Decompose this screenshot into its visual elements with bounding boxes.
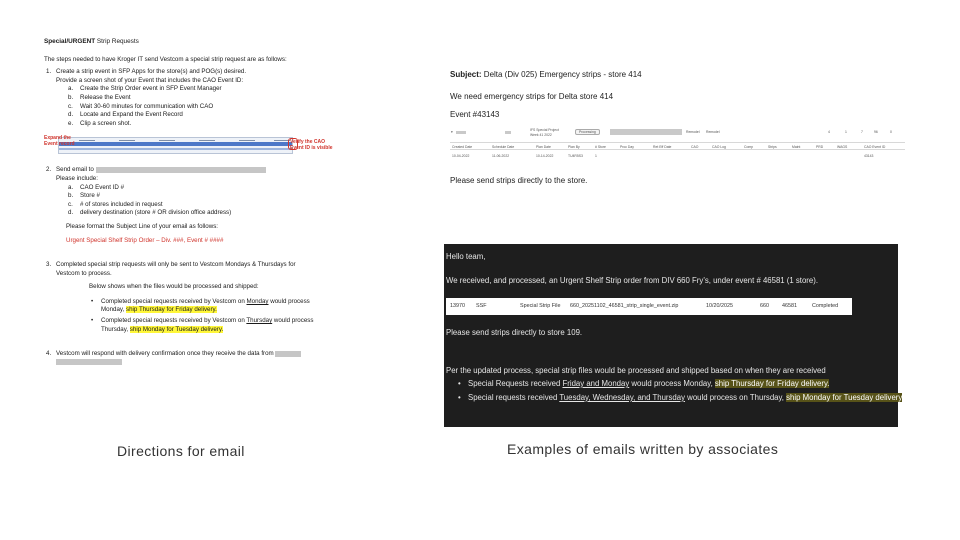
step-4-line1: Vestcom will respond with delivery confirmation once they receive the data from bbox=[56, 350, 344, 359]
bullet-days: Friday and Monday bbox=[562, 379, 630, 388]
step-2-sub-a bbox=[44, 184, 344, 193]
event-project: IFS Special Project bbox=[530, 128, 559, 132]
caption-examples: Examples of emails written by associates bbox=[507, 441, 779, 457]
column-header: Ret Eff Date bbox=[653, 145, 672, 149]
sub-letter: c. bbox=[68, 102, 73, 110]
step-2-format-line: Please format the Subject Line of your email as follows: bbox=[66, 222, 219, 230]
column-header: Plan By bbox=[568, 145, 580, 149]
callout-highlight-box bbox=[288, 138, 298, 150]
event-type: Remodel bbox=[686, 130, 700, 134]
bullet-highlight: ship Thursday for Friday delivery. bbox=[126, 306, 217, 314]
step-2-sub-c bbox=[44, 201, 344, 210]
table-cell: 10/20/2025 bbox=[706, 303, 733, 309]
bullet-text: Completed special requests received by Vestcom on bbox=[101, 297, 247, 305]
step-2-sub-d bbox=[44, 209, 344, 218]
event-count: 96 bbox=[874, 130, 878, 134]
event-count: 0 bbox=[890, 130, 892, 134]
bullet-text: Completed special requests received by Vestcom on bbox=[101, 317, 247, 325]
bullet-dot: • bbox=[91, 297, 94, 305]
email1-line2: Event #43143 bbox=[450, 110, 500, 119]
event-header-row bbox=[450, 142, 905, 150]
bullet-highlight: ship Thursday for Friday delivery. bbox=[714, 379, 830, 388]
column-header: WAGS bbox=[837, 145, 848, 149]
processing-status-button bbox=[575, 129, 600, 135]
bullet-day: Thursday bbox=[246, 317, 273, 325]
column-header: Plan Date bbox=[536, 145, 551, 149]
sub-text: Store # bbox=[80, 192, 100, 200]
email2-line3: Per the updated process, special strip files would be processed and shipped based on when they are received bbox=[446, 366, 826, 375]
event-manager-screenshot-image bbox=[58, 137, 293, 154]
sub-letter: d. bbox=[68, 209, 74, 217]
event-screenshot bbox=[44, 134, 344, 158]
step-2-sub-b bbox=[44, 192, 344, 201]
column-header: Schedule Date bbox=[492, 145, 515, 149]
subject-label: Subject: bbox=[450, 70, 482, 79]
callout-expand-event: Expand the Event record bbox=[44, 135, 75, 148]
sub-text: Locate and Expand the Event Record bbox=[80, 111, 183, 119]
bullet-text: would process bbox=[268, 297, 310, 305]
bullet-text: would process Monday, bbox=[629, 379, 715, 388]
column-header: PRD bbox=[816, 145, 824, 149]
event-data-row bbox=[450, 153, 905, 161]
column-header: Maint bbox=[792, 145, 801, 149]
step-2-line2: Please include: bbox=[56, 174, 98, 182]
column-header: CAO Event ID bbox=[864, 145, 886, 149]
column-header: Comp bbox=[744, 145, 754, 149]
table-cell: 10-14-2022 bbox=[536, 154, 554, 158]
column-header: CAO bbox=[691, 145, 699, 149]
email-example-delta bbox=[450, 70, 905, 185]
caption-directions: Directions for email bbox=[117, 443, 245, 459]
bullet-text: Thursday, bbox=[101, 325, 130, 333]
redacted-text bbox=[505, 131, 511, 134]
email1-line1: We need emergency strips for Delta store 414 bbox=[450, 92, 614, 101]
bullet-days: Tuesday, Wednesday, and Thursday bbox=[559, 393, 686, 402]
step-3-line2: Vestcom to process. bbox=[56, 269, 112, 277]
step-2-line1: Send email to bbox=[56, 166, 344, 175]
step-3-number: 3. bbox=[46, 261, 52, 269]
chevron-down-icon: ▾ bbox=[451, 130, 453, 134]
event-count: 7 bbox=[861, 130, 863, 134]
table-cell: SSF bbox=[476, 303, 487, 309]
step-1-line2: Provide a screen shot of your Event that includes the CAO Event ID: bbox=[56, 76, 244, 84]
sub-letter: a. bbox=[68, 85, 74, 93]
bullet-highlight: ship Monday for Tuesday delivery bbox=[786, 393, 903, 402]
sub-text: Clip a screen shot. bbox=[80, 119, 132, 127]
email2-bullet-2 bbox=[458, 393, 902, 402]
email2-bullet-1 bbox=[458, 379, 829, 388]
email2-line2: Please send strips directly to store 109. bbox=[446, 328, 583, 337]
step-3-line1: Completed special strip requests will only be sent to Vestcom Mondays & Thursdays for bbox=[56, 261, 296, 269]
sub-letter: b. bbox=[68, 93, 74, 101]
doc-title bbox=[44, 38, 344, 47]
sub-text: delivery destination (store # OR division office address) bbox=[80, 209, 232, 217]
event-count: 4 bbox=[828, 130, 830, 134]
redacted-text bbox=[275, 351, 301, 357]
step-4 bbox=[44, 350, 344, 367]
column-header: Created Date bbox=[452, 145, 473, 149]
table-cell: 46581 bbox=[782, 303, 797, 309]
step-4-number: 4. bbox=[46, 350, 52, 358]
table-cell: 11-06-2022 bbox=[492, 154, 510, 158]
redacted-text bbox=[56, 359, 122, 365]
sub-text: Wait 30-60 minutes for communication with CAO bbox=[80, 102, 214, 110]
table-cell: Completed bbox=[812, 303, 839, 309]
bullet-text: Special requests received bbox=[468, 393, 560, 402]
email1-subject bbox=[450, 70, 905, 79]
step-1-sub-c bbox=[44, 103, 344, 112]
sub-text: Release the Event bbox=[80, 93, 131, 101]
bullet-day: Monday bbox=[246, 297, 269, 305]
step-1-sub-b bbox=[44, 94, 344, 103]
callout-verify-cao-id: Verify the CAO Event ID is visible bbox=[290, 139, 333, 152]
step-3-bullet-monday bbox=[44, 298, 344, 315]
sub-letter: b. bbox=[68, 192, 74, 200]
email1-closing: Please send strips directly to the store. bbox=[450, 176, 588, 185]
sub-text: Create the Strip Order event in SFP Event Manager bbox=[80, 85, 222, 93]
sub-text: # of stores included in request bbox=[80, 200, 163, 208]
sub-letter: a. bbox=[68, 183, 74, 191]
sub-letter: c. bbox=[68, 200, 73, 208]
subject-line-example: Urgent Special Shelf Strip Order – Div. ###, Event # #### bbox=[66, 236, 224, 244]
step-1-line1: Create a strip event in SFP Apps for the store(s) and POG(s) desired. bbox=[56, 68, 247, 76]
doc-intro: The steps needed to have Kroger IT send Vestcom a special strip request are as follows: bbox=[44, 55, 287, 63]
step-2 bbox=[44, 166, 344, 183]
step-2-number: 2. bbox=[46, 166, 52, 174]
processing-label: Processing bbox=[579, 130, 596, 134]
column-header: CAO Log bbox=[712, 145, 726, 149]
doc-title-bold: Special/URGENT bbox=[44, 38, 96, 45]
event-count: 1 bbox=[845, 130, 847, 134]
sub-letter: d. bbox=[68, 111, 74, 119]
redacted-email-address bbox=[96, 167, 266, 173]
step-1-sub-a bbox=[44, 85, 344, 94]
event-week: Week 41 2022 bbox=[530, 132, 552, 137]
step-1 bbox=[44, 68, 344, 85]
event-type: Remodel bbox=[706, 130, 720, 134]
bullet-text: would process bbox=[272, 317, 314, 325]
step-3 bbox=[44, 261, 344, 278]
redacted-text bbox=[610, 129, 682, 135]
doc-title-rest: Strip Requests bbox=[95, 38, 139, 45]
column-header: Proc Day bbox=[620, 145, 634, 149]
event-summary-row bbox=[450, 128, 905, 138]
table-cell: 13970 bbox=[450, 303, 465, 309]
bullet-dot: • bbox=[458, 379, 461, 388]
cao-event-id-cell: 43143 bbox=[864, 154, 874, 158]
bullet-dot: • bbox=[458, 393, 461, 402]
table-cell: 660 bbox=[760, 303, 769, 309]
email2-line1: We received, and processed, an Urgent Shelf Strip order from DIV 660 Fry’s, under event # 46581 (1 store). bbox=[446, 276, 818, 285]
table-cell: Special Strip File bbox=[520, 303, 561, 309]
sub-letter: e. bbox=[68, 119, 74, 127]
directions-document bbox=[44, 38, 344, 367]
column-header: Strips bbox=[768, 145, 777, 149]
bullet-text: Special Requests received bbox=[468, 379, 563, 388]
strip-file-table-row bbox=[446, 298, 852, 315]
table-cell: 10-04-2022 bbox=[452, 154, 470, 158]
bullet-text: would process on Thursday, bbox=[685, 393, 787, 402]
step-1-sub-d bbox=[44, 111, 344, 120]
step-1-sub-e bbox=[44, 120, 344, 129]
step-3-bullet-thursday bbox=[44, 317, 344, 334]
email-example-frys bbox=[444, 244, 903, 427]
column-header: # Store bbox=[595, 145, 606, 149]
table-cell: 1 bbox=[595, 154, 597, 158]
step-1-number: 1. bbox=[46, 68, 52, 76]
bullet-highlight: ship Monday for Tuesday delivery. bbox=[129, 325, 224, 333]
redacted-text bbox=[456, 131, 466, 134]
sub-text: CAO Event ID # bbox=[80, 183, 125, 191]
event-record-screenshot bbox=[450, 126, 905, 166]
bullet-dot: • bbox=[91, 317, 94, 325]
table-cell: 660_20251102_46581_strip_single_event.zip bbox=[570, 303, 679, 309]
table-cell: TU4R5S3 bbox=[568, 154, 583, 158]
email2-greeting: Hello team, bbox=[446, 252, 486, 261]
step-3-shows: Below shows when the files would be processed and shipped: bbox=[89, 283, 259, 291]
bullet-text: Monday, bbox=[101, 306, 126, 314]
subject-text: Delta (Div 025) Emergency strips - store 414 bbox=[481, 70, 642, 79]
